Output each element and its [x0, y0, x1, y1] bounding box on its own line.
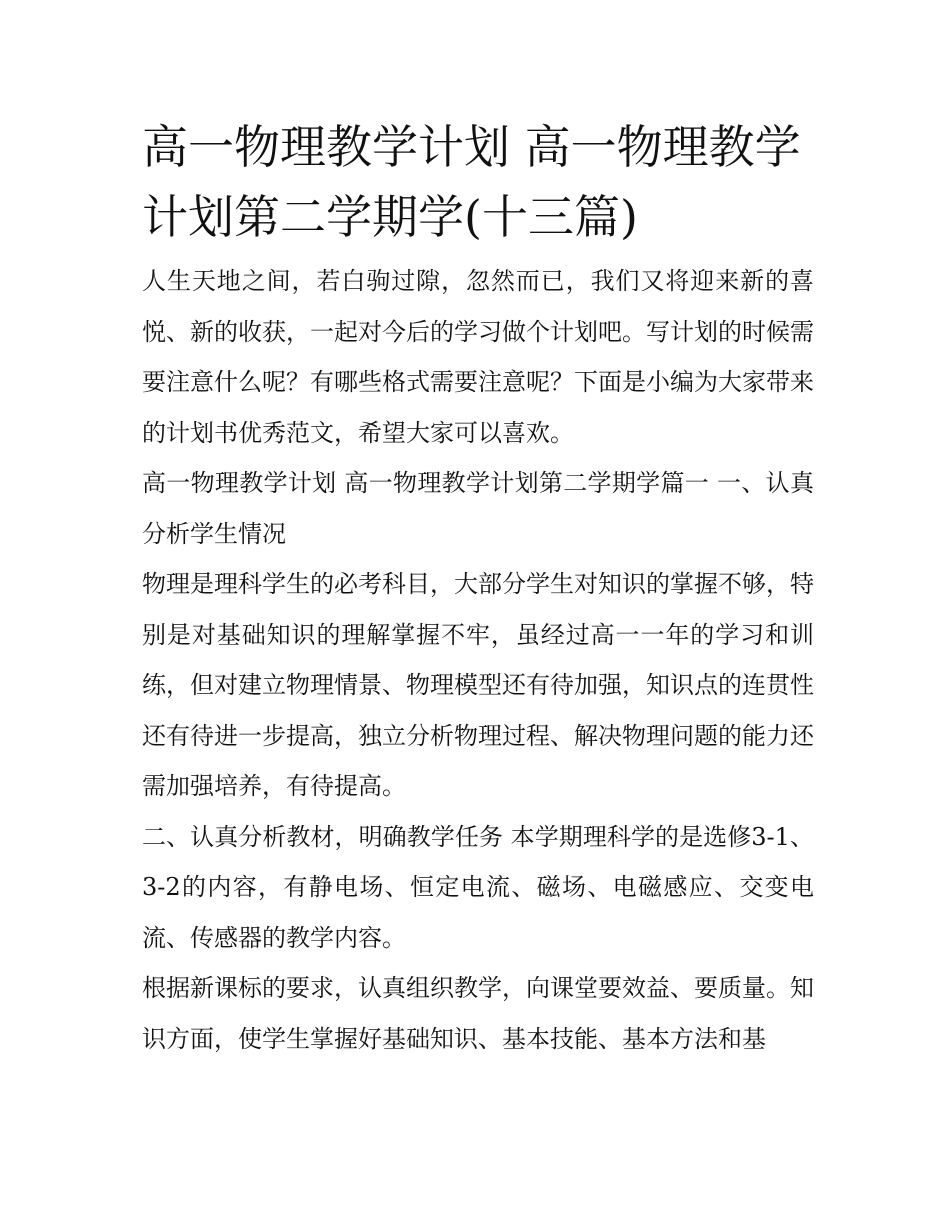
paragraph-textbook-analysis: 二、认真分析教材，明确教学任务 本学期理科学的是选修3-1、3-2的内容，有静电场、恒定电流、磁场、电磁感应、交变电流、传感器的教学内容。: [142, 822, 814, 952]
document-title: 高一物理教学计划 高一物理教学计划第二学期学(十三篇): [142, 120, 801, 244]
paragraph-section-heading: 高一物理教学计划 高一物理教学计划第二学期学篇一 一、认真分析学生情况: [142, 469, 814, 548]
document-body: [142, 112, 814, 1064]
paragraph-student-analysis: 物理是理科学生的必考科目，大部分学生对知识的掌握不够，特别是对基础知识的理解掌握不牢，虽经过高一一年的学习和训练，但对建立物理情景、物理模型还有待加强，知识点的连贯性还有待进一步提高，独立分析物理过程、解决物理问题的能力还需加强培养，有待提高。: [142, 570, 814, 800]
paragraph-teaching-requirements: 根据新课标的要求，认真组织教学，向课堂要效益、要质量。知识方面，使学生掌握好基础知识、基本技能、基本方法和基: [142, 974, 814, 1053]
paragraph-intro: 人生天地之间，若白驹过隙，忽然而已，我们又将迎来新的喜悦、新的收获，一起对今后的学习做个计划吧。写计划的时候需要注意什么呢？有哪些格式需要注意呢？下面是小编为大家带来的计划书优秀范文，希望大家可以喜欢。: [142, 267, 814, 447]
